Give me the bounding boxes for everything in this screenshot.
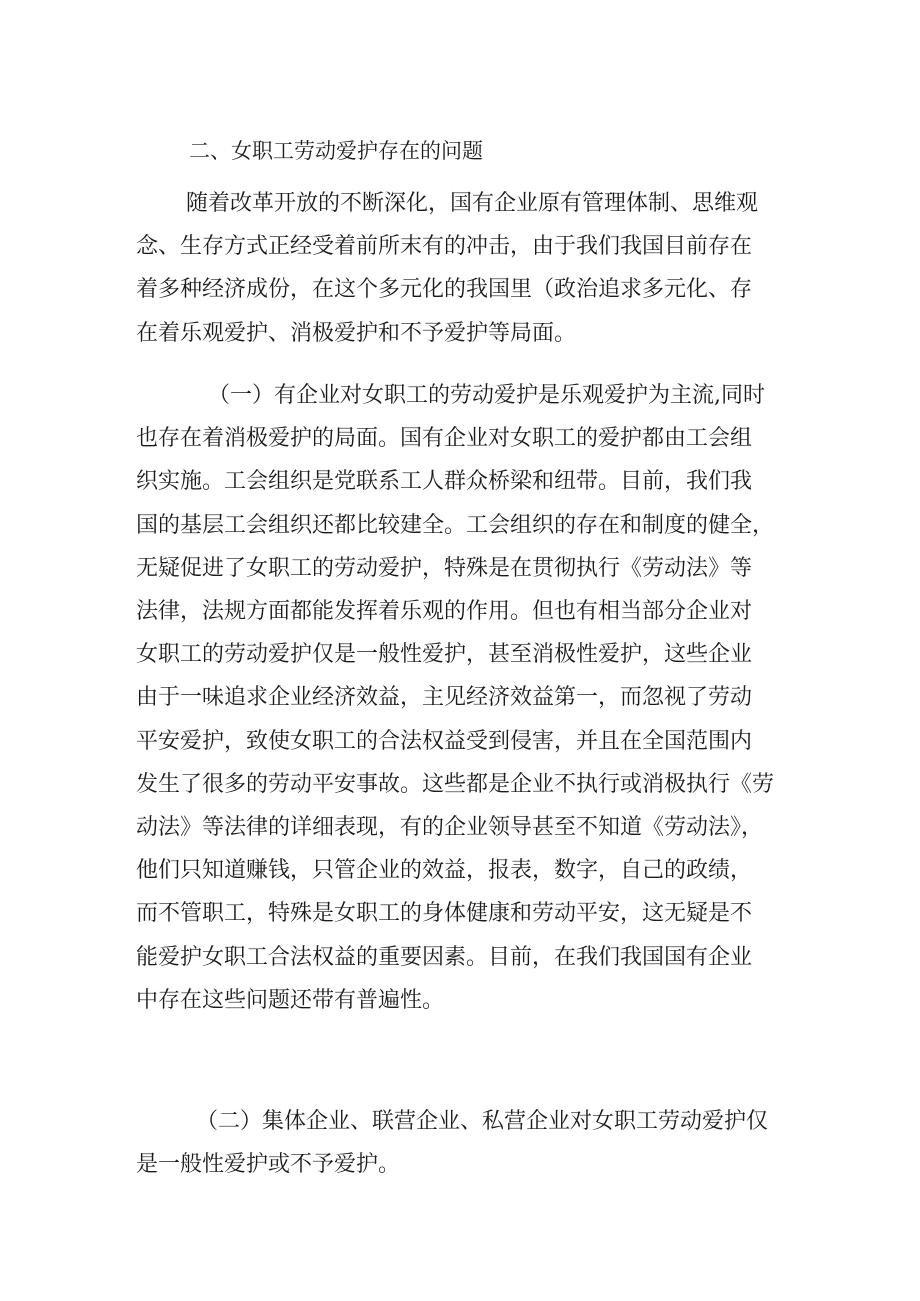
paragraph-line: 女职工的劳动爱护仅是一般性爱护，甚至消极性爱护，这些企业 bbox=[136, 642, 753, 668]
paragraph-line: 是一般性爱护或不予爱护。 bbox=[136, 1152, 401, 1178]
paragraph-line: 由于一味追求企业经济效益，主见经济效益第一，而忽视了劳动 bbox=[136, 685, 753, 711]
paragraph-state-enterprises bbox=[136, 374, 796, 1022]
paragraph-line: 中存在这些问题还带有普遍性。 bbox=[136, 987, 445, 1013]
paragraph-line: 着多种经济成份，在这个多元化的我国里（政治追求多元化、存 bbox=[136, 277, 753, 303]
paragraph-collective-enterprises bbox=[136, 1100, 796, 1186]
paragraph-line: 也存在着消极爱护的局面。国有企业对女职工的爱护都由工会组 bbox=[136, 426, 753, 452]
paragraph-line: 发生了很多的劳动平安事故。这些都是企业不执行或消极执行《劳 bbox=[136, 771, 775, 797]
paragraph-line: 国的基层工会组织还都比较建全。工会组织的存在和制度的健全， bbox=[136, 512, 775, 538]
paragraph-line: （一）有企业对女职工的劳动爱护是乐观爱护为主流,同时 bbox=[208, 383, 765, 408]
paragraph-line: （二）集体企业、联营企业、私营企业对女职工劳动爱护仅 bbox=[196, 1109, 769, 1134]
paragraph-line: 在着乐观爱护、消极爱护和不予爱护等局面。 bbox=[136, 320, 577, 346]
paragraph-line: 而不管职工，特殊是女职工的身体健康和劳动平安，这无疑是不 bbox=[136, 901, 753, 927]
paragraph-line: 无疑促进了女职工的劳动爱护，特殊是在贯彻执行《劳动法》等 bbox=[136, 555, 753, 581]
paragraph-line: 平安爱护，致使女职工的合法权益受到侵害，并且在全国范围内 bbox=[136, 728, 753, 754]
paragraph-line: 念、生存方式正经受着前所末有的冲击，由于我们我国目前存在 bbox=[136, 234, 753, 260]
paragraph-line: 随着改革开放的不断深化，国有企业原有管理体制、思维观 bbox=[186, 191, 759, 216]
paragraph-intro bbox=[136, 182, 796, 355]
section-heading: 二、女职工劳动爱护存在的问题 bbox=[189, 139, 483, 163]
paragraph-line: 织实施。工会组织是党联系工人群众桥梁和纽带。目前，我们我 bbox=[136, 469, 753, 495]
paragraph-line: 法律，法规方面都能发挥着乐观的作用。但也有相当部分企业对 bbox=[136, 599, 753, 625]
paragraph-line: 他们只知道赚钱，只管企业的效益，报表，数字，自己的政绩， bbox=[136, 858, 753, 884]
paragraph-line: 能爱护女职工合法权益的重要因素。目前，在我们我国国有企业 bbox=[136, 944, 753, 970]
paragraph-line: 动法》等法律的详细表现，有的企业领导甚至不知道《劳动法》， bbox=[136, 815, 764, 841]
